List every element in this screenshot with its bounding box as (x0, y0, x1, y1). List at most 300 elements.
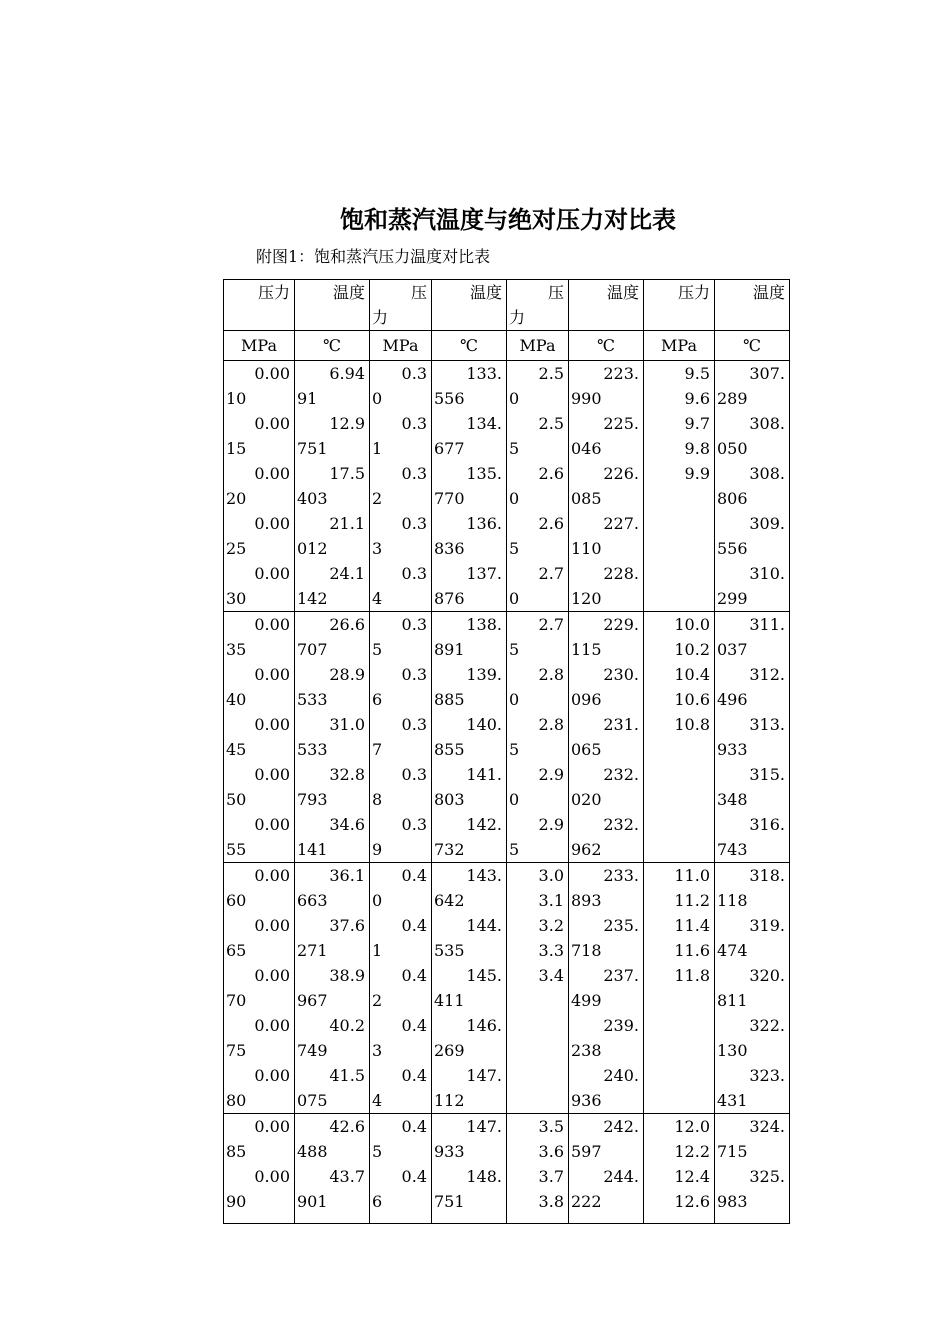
value-line: 2.7 (538, 615, 564, 634)
value-line: 0.3 (401, 364, 427, 383)
unit-cell: ℃ (432, 331, 507, 361)
value-line: 5 (509, 840, 520, 859)
value-line: 0.3 (401, 414, 427, 433)
value-line: 983 (717, 1192, 748, 1211)
value-line: 0.00 (254, 1167, 290, 1186)
value-line: 2.6 (538, 464, 564, 483)
value-line: 233. (603, 866, 639, 885)
value-line: 0.00 (254, 715, 290, 734)
value-line: 715 (717, 1142, 748, 1161)
value-line: 0.3 (401, 715, 427, 734)
value-line: 10.4 (674, 665, 710, 684)
value-line: 751 (297, 439, 328, 458)
value-line (644, 511, 714, 536)
value-line: 20 (226, 489, 247, 508)
value-line: 133. (466, 364, 502, 383)
value-line: 2.9 (538, 815, 564, 834)
value-line: 0.3 (401, 815, 427, 834)
table-cell (507, 863, 569, 1114)
value-line: 990 (571, 389, 602, 408)
value-line: 135. (466, 464, 502, 483)
value-line (507, 1013, 568, 1038)
value-line: 1 (372, 439, 383, 458)
header-label: 压力 (677, 283, 710, 302)
value-line: 037 (717, 640, 748, 659)
value-line: 5 (509, 740, 520, 759)
table-row (224, 612, 790, 863)
value-line: 112 (434, 1091, 465, 1110)
value-line: 227. (603, 514, 639, 533)
value-line: 235. (603, 916, 639, 935)
value-line: 25 (226, 539, 247, 558)
value-line: 3.2 (538, 916, 564, 935)
value-line: 11.6 (674, 941, 710, 960)
value-line: 315. (749, 765, 785, 784)
table-cell (569, 1114, 644, 1224)
value-line: 9 (372, 840, 383, 859)
header-cell (569, 280, 644, 331)
value-line: 096 (571, 690, 602, 709)
value-line (644, 1088, 714, 1113)
value-line: 141 (297, 840, 328, 859)
value-line: 226. (603, 464, 639, 483)
table-cell (644, 863, 715, 1114)
header-cell (507, 280, 569, 331)
value-line: 403 (297, 489, 328, 508)
value-line: 134. (466, 414, 502, 433)
table-cell (224, 863, 295, 1114)
value-line: 0 (509, 389, 520, 408)
value-line: 3.0 (538, 866, 564, 885)
value-line (644, 486, 714, 511)
value-line: 3.3 (538, 941, 564, 960)
value-line: 2 (372, 489, 383, 508)
value-line: 147. (466, 1117, 502, 1136)
value-line: 6 (372, 690, 383, 709)
header-cell (224, 280, 295, 331)
value-line (644, 1038, 714, 1063)
value-line: 240. (603, 1066, 639, 1085)
value-line (507, 1088, 568, 1113)
value-line: 2.5 (538, 414, 564, 433)
value-line: 90 (226, 1192, 247, 1211)
value-line: 2.7 (538, 564, 564, 583)
table-cell (295, 1114, 370, 1224)
value-line: 9.8 (684, 439, 710, 458)
value-line: 325. (749, 1167, 785, 1186)
value-line: 4 (372, 1091, 383, 1110)
value-line: 0.4 (401, 1066, 427, 1085)
value-line: 0.3 (401, 615, 427, 634)
value-line: 3 (372, 539, 383, 558)
value-line: 222 (571, 1192, 602, 1211)
header-cell (432, 280, 507, 331)
value-line: 0 (509, 489, 520, 508)
value-line: 15 (226, 439, 247, 458)
table-row (224, 361, 790, 612)
value-line: 43.7 (329, 1167, 365, 1186)
value-line: 743 (717, 840, 748, 859)
value-line: 474 (717, 941, 748, 960)
value-line: 0.4 (401, 966, 427, 985)
value-line: 0.00 (254, 564, 290, 583)
value-line: 885 (434, 690, 465, 709)
unit-cell: MPa (224, 331, 295, 361)
value-line: 139. (466, 665, 502, 684)
value-line: 0 (372, 389, 383, 408)
value-line: 2 (372, 991, 383, 1010)
page-title: 饱和蒸汽温度与绝对压力对比表 (340, 206, 676, 234)
value-line: 9.7 (684, 414, 710, 433)
value-line (644, 586, 714, 611)
header-label-wrap: 力 (509, 308, 526, 327)
value-line (644, 837, 714, 862)
value-line: 311. (749, 615, 785, 634)
value-line: 10.2 (674, 640, 710, 659)
value-line: 0.00 (254, 815, 290, 834)
value-line: 228. (603, 564, 639, 583)
value-line: 91 (297, 389, 318, 408)
value-line: 855 (434, 740, 465, 759)
value-line: 11.4 (674, 916, 710, 935)
value-line: 138. (466, 615, 502, 634)
value-line: 320. (749, 966, 785, 985)
table-cell (644, 1114, 715, 1224)
value-line: 65 (226, 941, 247, 960)
value-line: 891 (434, 640, 465, 659)
value-line: 0.00 (254, 665, 290, 684)
value-line: 0.00 (254, 364, 290, 383)
value-line (644, 988, 714, 1013)
value-line: 751 (434, 1192, 465, 1211)
value-line: 065 (571, 740, 602, 759)
value-line: 26.6 (329, 615, 365, 634)
value-line: 324. (749, 1117, 785, 1136)
value-line: 24.1 (329, 564, 365, 583)
value-line: 0.00 (254, 615, 290, 634)
value-line: 4 (372, 589, 383, 608)
value-line: 411 (434, 991, 465, 1010)
table-cell (715, 1114, 790, 1224)
value-line: 0.00 (254, 1066, 290, 1085)
value-line: 70 (226, 991, 247, 1010)
value-line: 271 (297, 941, 328, 960)
value-line: 115 (571, 640, 602, 659)
value-line: 0.00 (254, 765, 290, 784)
table-row (224, 1114, 790, 1224)
unit-cell: ℃ (569, 331, 644, 361)
value-line: 046 (571, 439, 602, 458)
value-line: 050 (717, 439, 748, 458)
value-line: 28.9 (329, 665, 365, 684)
value-line: 0 (509, 790, 520, 809)
value-line: 85 (226, 1142, 247, 1161)
header-cell (370, 280, 432, 331)
value-line: 12.4 (674, 1167, 710, 1186)
value-line: 2.6 (538, 514, 564, 533)
table-caption: 附图1：饱和蒸汽压力温度对比表 (256, 247, 491, 266)
value-line: 3.7 (538, 1167, 564, 1186)
value-line: 323. (749, 1066, 785, 1085)
value-line: 020 (571, 790, 602, 809)
value-line: 310. (749, 564, 785, 583)
value-line: 42.6 (329, 1117, 365, 1136)
unit-cell: ℃ (715, 331, 790, 361)
value-line: 3.4 (538, 966, 564, 985)
value-line: 142 (297, 589, 328, 608)
table-cell (507, 612, 569, 863)
table-cell (370, 863, 432, 1114)
table-cell (295, 863, 370, 1114)
value-line: 6.94 (329, 364, 365, 383)
value-line: 0.3 (401, 765, 427, 784)
value-line: 148. (466, 1167, 502, 1186)
table-cell (224, 612, 295, 863)
value-line: 012 (297, 539, 328, 558)
value-line: 075 (297, 1091, 328, 1110)
value-line: 35 (226, 640, 247, 659)
table-cell (715, 361, 790, 612)
value-line: 34.6 (329, 815, 365, 834)
value-line: 0.00 (254, 1016, 290, 1035)
value-line: 312. (749, 665, 785, 684)
value-line (507, 988, 568, 1013)
value-line: 9.9 (684, 464, 710, 483)
table-cell (370, 1114, 432, 1224)
value-line: 533 (297, 690, 328, 709)
header-label: 压 (547, 283, 564, 302)
value-line: 45 (226, 740, 247, 759)
value-line: 12.2 (674, 1142, 710, 1161)
value-line: 933 (717, 740, 748, 759)
table-cell (569, 863, 644, 1114)
header-label: 温度 (606, 283, 639, 302)
value-line: 307. (749, 364, 785, 383)
value-line: 130 (717, 1041, 748, 1060)
value-line (644, 787, 714, 812)
value-line: 37.6 (329, 916, 365, 935)
value-line: 0 (509, 690, 520, 709)
value-line: 318. (749, 866, 785, 885)
value-line: 0.4 (401, 866, 427, 885)
value-line: 5 (509, 539, 520, 558)
value-line: 30 (226, 589, 247, 608)
table-cell (432, 863, 507, 1114)
value-line: 12.6 (674, 1192, 710, 1211)
value-line: 0.3 (401, 464, 427, 483)
value-line: 597 (571, 1142, 602, 1161)
value-line: 230. (603, 665, 639, 684)
value-line: 836 (434, 539, 465, 558)
value-line: 11.2 (674, 891, 710, 910)
value-line: 803 (434, 790, 465, 809)
value-line: 901 (297, 1192, 328, 1211)
value-line: 556 (434, 389, 465, 408)
value-line: 118 (717, 891, 748, 910)
value-line: 232. (603, 765, 639, 784)
value-line: 933 (434, 1142, 465, 1161)
table-cell (507, 1114, 569, 1224)
value-line: 32.8 (329, 765, 365, 784)
value-line: 677 (434, 439, 465, 458)
value-line: 5 (509, 439, 520, 458)
value-line: 147. (466, 1066, 502, 1085)
value-line: 308. (749, 464, 785, 483)
value-line: 11.8 (674, 966, 710, 985)
value-line: 2.9 (538, 765, 564, 784)
value-line: 488 (297, 1142, 328, 1161)
value-line: 556 (717, 539, 748, 558)
value-line: 0.4 (401, 1167, 427, 1186)
value-line: 239. (603, 1016, 639, 1035)
value-line: 806 (717, 489, 748, 508)
value-line: 811 (717, 991, 748, 1010)
value-line: 2.8 (538, 665, 564, 684)
table-cell (295, 361, 370, 612)
value-line: 0.00 (254, 464, 290, 483)
value-line: 2.5 (538, 364, 564, 383)
unit-cell: MPa (370, 331, 432, 361)
value-line: 225. (603, 414, 639, 433)
value-line: 3.6 (538, 1142, 564, 1161)
table-cell (507, 361, 569, 612)
value-line: 40.2 (329, 1016, 365, 1035)
value-line: 299 (717, 589, 748, 608)
table-cell (224, 361, 295, 612)
unit-cell: MPa (644, 331, 715, 361)
value-line: 533 (297, 740, 328, 759)
header-label: 温度 (469, 283, 502, 302)
value-line: 50 (226, 790, 247, 809)
value-line: 136. (466, 514, 502, 533)
value-line: 11.0 (674, 866, 710, 885)
value-line: 9.6 (684, 389, 710, 408)
value-line: 0.00 (254, 966, 290, 985)
value-line: 40 (226, 690, 247, 709)
value-line: 967 (297, 991, 328, 1010)
value-line: 10.6 (674, 690, 710, 709)
value-line: 5 (509, 640, 520, 659)
header-label-wrap: 力 (372, 308, 389, 327)
value-line: 143. (466, 866, 502, 885)
table-cell (370, 361, 432, 612)
value-line (644, 762, 714, 787)
value-line: 893 (571, 891, 602, 910)
value-line: 770 (434, 489, 465, 508)
value-line: 6 (372, 1192, 383, 1211)
value-line: 535 (434, 941, 465, 960)
value-line: 142. (466, 815, 502, 834)
value-line: 12.0 (674, 1117, 710, 1136)
header-row (224, 280, 790, 331)
value-line: 0.4 (401, 1016, 427, 1035)
value-line: 0.00 (254, 866, 290, 885)
value-line: 936 (571, 1091, 602, 1110)
value-line: 31.0 (329, 715, 365, 734)
value-line: 0.4 (401, 1117, 427, 1136)
value-line: 232. (603, 815, 639, 834)
value-line (644, 561, 714, 586)
table-cell (715, 863, 790, 1114)
value-line: 7 (372, 740, 383, 759)
value-line: 140. (466, 715, 502, 734)
value-line: 137. (466, 564, 502, 583)
value-line: 3 (372, 1041, 383, 1060)
value-line: 289 (717, 389, 748, 408)
value-line: 0 (372, 891, 383, 910)
value-line: 793 (297, 790, 328, 809)
header-label: 温度 (752, 283, 785, 302)
value-line: 5 (372, 1142, 383, 1161)
table-cell (295, 612, 370, 863)
value-line: 319. (749, 916, 785, 935)
value-line: 0.00 (254, 1117, 290, 1136)
unit-cell: MPa (507, 331, 569, 361)
value-line: 749 (297, 1041, 328, 1060)
table-cell (715, 612, 790, 863)
value-line (507, 1038, 568, 1063)
value-line: 144. (466, 916, 502, 935)
value-line: 10.8 (674, 715, 710, 734)
value-line: 141. (466, 765, 502, 784)
value-line: 322. (749, 1016, 785, 1035)
value-line: 223. (603, 364, 639, 383)
value-line: 36.1 (329, 866, 365, 885)
value-line: 55 (226, 840, 247, 859)
unit-row (224, 331, 790, 361)
value-line: 238 (571, 1041, 602, 1060)
table-cell (224, 1114, 295, 1224)
value-line: 10.0 (674, 615, 710, 634)
value-line (644, 1063, 714, 1088)
value-line: 0.3 (401, 564, 427, 583)
value-line: 309. (749, 514, 785, 533)
value-line: 21.1 (329, 514, 365, 533)
value-line: 2.8 (538, 715, 564, 734)
value-line: 0.3 (401, 514, 427, 533)
value-line: 876 (434, 589, 465, 608)
value-line: 242. (603, 1117, 639, 1136)
header-label: 压 (410, 283, 427, 302)
value-line: 10 (226, 389, 247, 408)
value-line (507, 1063, 568, 1088)
value-line: 1 (372, 941, 383, 960)
header-cell (715, 280, 790, 331)
header-cell (295, 280, 370, 331)
value-line: 0.00 (254, 916, 290, 935)
value-line: 80 (226, 1091, 247, 1110)
table-row (224, 863, 790, 1114)
table-cell (644, 612, 715, 863)
value-line (644, 812, 714, 837)
value-line: 085 (571, 489, 602, 508)
table-cell (432, 612, 507, 863)
header-label: 压力 (257, 283, 290, 302)
value-line: 0.00 (254, 414, 290, 433)
table-cell (432, 361, 507, 612)
value-line: 146. (466, 1016, 502, 1035)
table-cell (569, 612, 644, 863)
table-cell (569, 361, 644, 612)
value-line: 3.8 (538, 1192, 564, 1211)
value-line: 9.5 (684, 364, 710, 383)
value-line: 0.4 (401, 916, 427, 935)
value-line: 348 (717, 790, 748, 809)
value-line: 145. (466, 966, 502, 985)
value-line: 231. (603, 715, 639, 734)
value-line (644, 536, 714, 561)
value-line: 5 (372, 640, 383, 659)
